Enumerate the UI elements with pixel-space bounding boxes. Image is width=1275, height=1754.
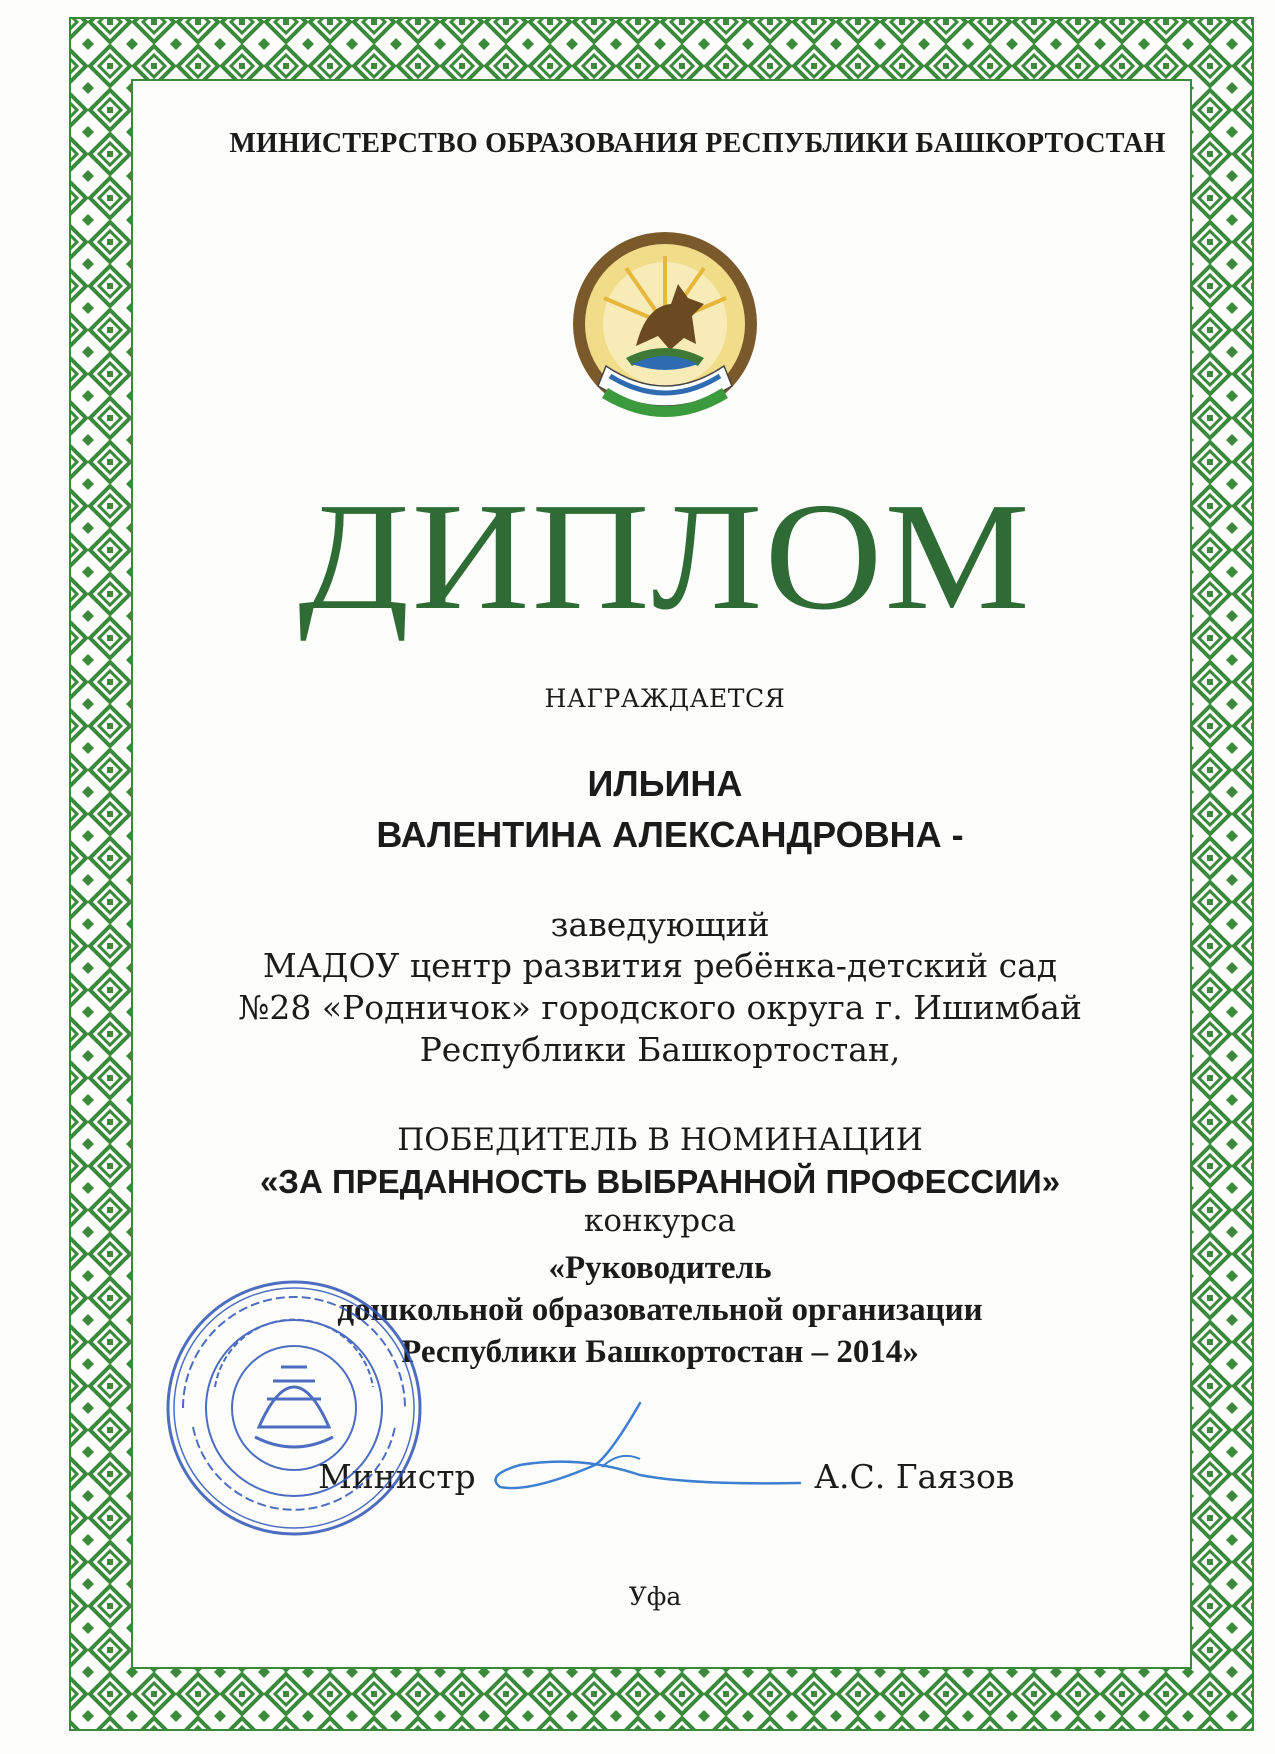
recipient-surname: ИЛЬИНА [587, 763, 743, 804]
winner-line: ПОБЕДИТЕЛЬ В НОМИНАЦИИ [397, 1122, 923, 1158]
bashkortostan-coat-of-arms-emblem [566, 226, 764, 430]
contest-word: конкурса [583, 1203, 736, 1239]
official-stamp [163, 1277, 425, 1539]
nomination-title: «ЗА ПРЕДАННОСТЬ ВЫБРАННОЙ ПРОФЕССИИ» [259, 1163, 1061, 1200]
contest-title-line: дошкольной образовательной организации [337, 1292, 983, 1328]
organization-line: Республики Башкортостан, [419, 1030, 901, 1069]
signatory-role: Министр [318, 1457, 476, 1496]
diploma-title: ДИПЛОМ [298, 472, 1032, 642]
organization-line: №28 «Родничок» городского округа г. Ишимбай [238, 988, 1082, 1027]
recipient-given-names: ВАЛЕНТИНА АЛЕКСАНДРОВНА - [376, 814, 964, 855]
recipient-position: заведующий [550, 905, 770, 944]
contest-title-line: «Руководитель [548, 1250, 772, 1286]
signatory-name: А.С. Гаязов [814, 1457, 1015, 1496]
contest-title-line: Республики Башкортостан – 2014» [401, 1334, 919, 1370]
ministry-heading: МИНИСТЕРСТВО ОБРАЗОВАНИЯ РЕСПУБЛИКИ БАШКОРТОСТАН [229, 128, 1166, 159]
handwritten-signature [490, 1395, 810, 1505]
awarded-label: НАГРАЖДАЕТСЯ [544, 684, 786, 713]
city-label: Уфа [628, 1582, 682, 1611]
organization-line: МАДОУ центр развития ребёнка-детский сад [262, 946, 1058, 985]
